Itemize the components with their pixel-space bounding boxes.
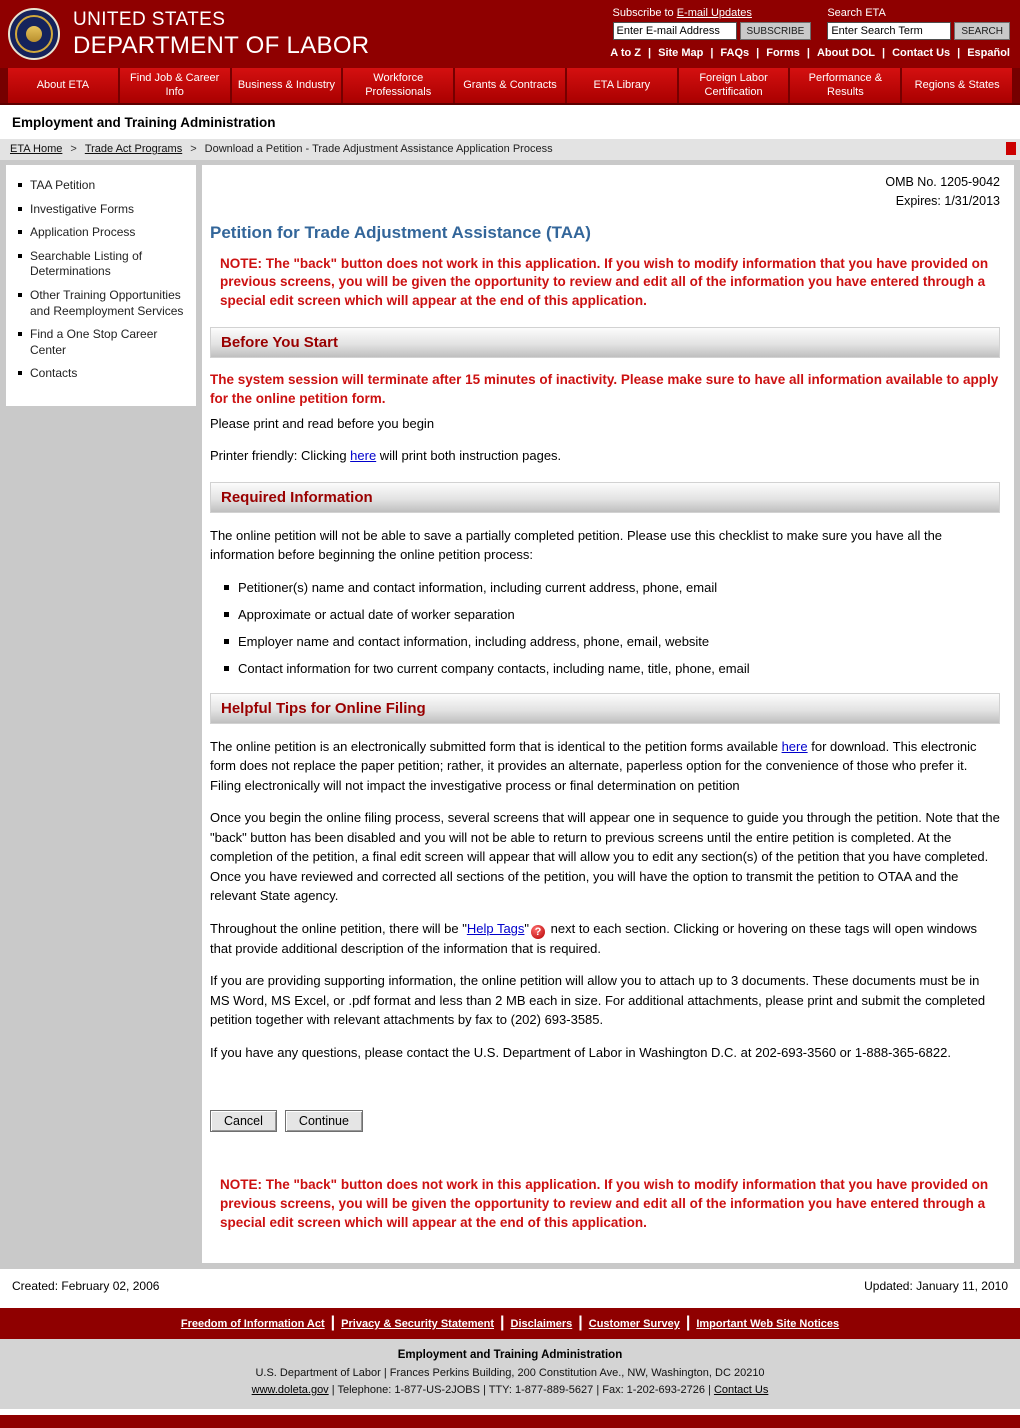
sidebar-item-searchable-listing[interactable]: Searchable Listing of Determinations [14, 249, 186, 280]
section-heading-required-information: Required Information [221, 488, 373, 506]
utility-link-contact-us[interactable]: Contact Us [892, 47, 951, 59]
tips-p3-suffix: next to each section. Clicking or hovering on these tags will open windows that provide additional description of the information that is required. [210, 920, 978, 956]
footer-link-foia[interactable]: Freedom of Information Act [180, 1318, 325, 1331]
footer-info [0, 1339, 1020, 1409]
cancel-button[interactable]: Cancel [210, 1110, 277, 1132]
breadcrumb-current-page: Download a Petition - Trade Adjustment Assistance Application Process [204, 143, 553, 155]
tab-regions-states[interactable]: Regions & States [902, 68, 1012, 103]
agency-title [73, 8, 369, 59]
breadcrumb [0, 139, 1020, 160]
breadcrumb-eta-home[interactable]: ETA Home [10, 143, 63, 155]
omb-number: OMB No. 1205-9042 [885, 175, 1000, 189]
search-button[interactable]: SEARCH [954, 22, 1010, 40]
tips-paragraph-1 [210, 737, 1000, 796]
masthead [0, 0, 1020, 68]
utility-links [610, 47, 1010, 59]
required-item-employer: Employer name and contact information, including address, phone, email, website [220, 634, 1000, 649]
help-tags-link[interactable]: Help Tags [466, 920, 525, 936]
session-timeout-warning: The system session will terminate after 15 minutes of inactivity. Please make sure to have all information available to apply for the online petition form. [210, 372, 999, 407]
required-item-petitioner: Petitioner(s) name and contact information, including current address, phone, email [220, 580, 1000, 595]
tips-p1-prefix: The online petition is an electronically submitted form that is identical to the petition forms available [210, 738, 782, 754]
tips-p3-quote: " [524, 920, 530, 936]
agency-title-line1: UNITED STATES [73, 9, 226, 31]
print-here-link[interactable]: here [350, 448, 377, 464]
tab-business-industry[interactable]: Business & Industry [232, 68, 342, 103]
tips-p3-prefix: Throughout the online petition, there will be " [210, 920, 467, 936]
sidebar-item-other-training[interactable]: Other Training Opportunities and Reemployment Services [14, 288, 186, 319]
footer-contact-line [0, 1382, 1020, 1399]
utility-link-faqs[interactable]: FAQs [720, 47, 750, 59]
breadcrumb-separator: > [190, 143, 197, 155]
section-helpful-tips [210, 693, 1000, 724]
email-input[interactable] [613, 22, 737, 40]
printer-friendly-line [210, 446, 1000, 466]
search-block [827, 7, 1010, 40]
help-tag-icon[interactable]: ? [531, 925, 545, 939]
note-top: NOTE: The "back" button does not work in this application. If you wish to modify information that you have provided on previous screens, you will be given the opportunity to review and edit all of the information you have entered through a special edit screen which will appear at the end of this application. [220, 255, 989, 309]
tips-paragraph-2: Once you begin the online filing process, several screens that will appear one in sequence to guide you through the petition. Note that the "back" button has been disabled and you will not be able to return to previous screens until the entire petition is completed. At the completion of the petition, a final edit screen will appear that will allow you to edit any section(s) of the petition that you have completed. Once you have reviewed and corrected all sections of the petition, you will have the option to transmit the petition to OTAA and the relevant State agency. [210, 810, 1000, 904]
printer-friendly-suffix: will print both instruction pages. [376, 448, 562, 464]
footer-links-bar [0, 1308, 1020, 1339]
page-title: Petition for Trade Adjustment Assistance (TAA) [210, 222, 591, 242]
section-required-information [210, 482, 1000, 513]
tab-performance-results[interactable]: Performance & Results [790, 68, 900, 103]
agency-subheader: Employment and Training Administration [0, 105, 1020, 139]
dol-seal-logo [8, 8, 60, 60]
tab-foreign-labor-certification[interactable]: Foreign Labor Certification [679, 68, 789, 103]
form-button-row [210, 1110, 1000, 1132]
footer-contact-middle: | Telephone: 1-877-US-2JOBS | TTY: 1-877-889-5627 | Fax: 1-202-693-2726 | [328, 1383, 714, 1396]
subscribe-block [613, 7, 812, 40]
created-date: Created: February 02, 2006 [12, 1279, 160, 1294]
section-heading-helpful-tips: Helpful Tips for Online Filing [221, 699, 426, 717]
main-nav [0, 68, 1020, 105]
omb-expires: Expires: 1/31/2013 [895, 193, 1000, 208]
section-heading-before-you-start: Before You Start [221, 334, 338, 352]
continue-button[interactable]: Continue [285, 1110, 363, 1132]
subscribe-label-prefix: Subscribe to [612, 7, 677, 19]
tab-eta-library[interactable]: ETA Library [567, 68, 677, 103]
tab-about-eta[interactable]: About ETA [8, 68, 118, 103]
subscribe-label [613, 7, 812, 19]
tips-paragraph-5: If you have any questions, please contact the U.S. Department of Labor in Washington D.C. at 202-693-3560 or 1-888-365-6822. [210, 1044, 951, 1060]
subscribe-button[interactable]: SUBSCRIBE [740, 22, 812, 40]
tips-paragraph-4: If you are providing supporting information, the online petition will allow you to attach up to 3 documents. These documents must be in MS Word, MS Excel, or .pdf format and less than 2 MB each in size. For additional attachments, please print and submit the completed petition together with relevant attachments by fax to (202) 693-3585. [210, 973, 986, 1028]
page-dates-row [0, 1269, 1020, 1304]
footer-bottom-strip [0, 1415, 1020, 1428]
footer-link-web-site-notices[interactable]: Important Web Site Notices [696, 1318, 840, 1331]
sidebar-item-taa-petition[interactable]: TAA Petition [14, 178, 186, 194]
breadcrumb-trade-act-programs[interactable]: Trade Act Programs [84, 143, 183, 155]
footer-link-disclaimers[interactable]: Disclaimers [510, 1318, 573, 1331]
updated-date: Updated: January 11, 2010 [864, 1279, 1008, 1294]
footer-contact-us-link[interactable]: Contact Us [713, 1383, 769, 1396]
utility-link-a-to-z[interactable]: A to Z [610, 47, 642, 59]
utility-link-about-dol[interactable]: About DOL [816, 47, 875, 59]
content-area [0, 160, 1020, 1269]
sidebar-item-investigative-forms[interactable]: Investigative Forms [14, 202, 186, 218]
utility-link-site-map[interactable]: Site Map [658, 47, 704, 59]
search-input[interactable] [827, 22, 951, 40]
main-panel [202, 165, 1014, 1263]
search-label: Search ETA [827, 7, 886, 19]
sidebar-item-one-stop-career-center[interactable]: Find a One Stop Career Center [14, 327, 186, 358]
tab-grants-contracts[interactable]: Grants & Contracts [455, 68, 565, 103]
footer-address-line: U.S. Department of Labor | Frances Perkins Building, 200 Constitution Ave., NW, Washington, DC 20210 [255, 1366, 765, 1379]
footer-org-name: Employment and Training Administration [397, 1349, 623, 1362]
tab-workforce-professionals[interactable]: Workforce Professionals [343, 68, 453, 103]
doleta-gov-link[interactable]: www.doleta.gov [251, 1383, 329, 1396]
agency-title-line2: DEPARTMENT OF LABOR [73, 32, 370, 60]
utility-link-espanol[interactable]: Español [967, 47, 1010, 59]
sidebar [6, 165, 196, 406]
required-info-list [220, 580, 1000, 676]
breadcrumb-accent-square [1006, 142, 1016, 155]
tips-paragraph-3 [210, 919, 1000, 959]
print-and-read-note: Please print and read before you begin [210, 415, 435, 431]
note-bottom: NOTE: The "back" button does not work in this application. If you wish to modify information that you have provided on previous screens, you will be given the opportunity to review and edit all of the information you have entered through a special edit screen which will appear at the end of this application. [220, 1177, 989, 1231]
breadcrumb-separator: > [70, 143, 77, 155]
footer-link-customer-survey[interactable]: Customer Survey [588, 1318, 680, 1331]
footer-link-privacy-security[interactable]: Privacy & Security Statement [341, 1318, 495, 1331]
printer-friendly-prefix: Printer friendly: Clicking [210, 448, 351, 464]
utility-link-forms[interactable]: Forms [766, 47, 800, 59]
tab-find-job-career-info[interactable]: Find Job & Career Info [120, 68, 230, 103]
required-item-company-contacts: Contact information for two current company contacts, including name, title, phone, email [220, 661, 1000, 676]
sidebar-item-application-process[interactable]: Application Process [14, 225, 186, 241]
sidebar-item-contacts[interactable]: Contacts [14, 366, 186, 382]
required-info-intro: The online petition will not be able to save a partially completed petition. Please use this checklist to make sure you have all the information before beginning the online petition process: [210, 527, 943, 563]
section-before-you-start [210, 327, 1000, 358]
download-here-link[interactable]: here [781, 738, 808, 754]
tips-p1-suffix: for download. This electronic form does not replace the paper petition; rather, it provides an alternate, paperless option for the convenience of those who prefer it. Filing electronically will not impact the investigative process or final determination on petition [210, 738, 977, 793]
required-item-separation-date: Approximate or actual date of worker separation [220, 607, 1000, 622]
omb-block [210, 173, 1000, 211]
seal-emblem [26, 26, 42, 42]
email-updates-link[interactable]: E-mail Updates [676, 7, 752, 19]
